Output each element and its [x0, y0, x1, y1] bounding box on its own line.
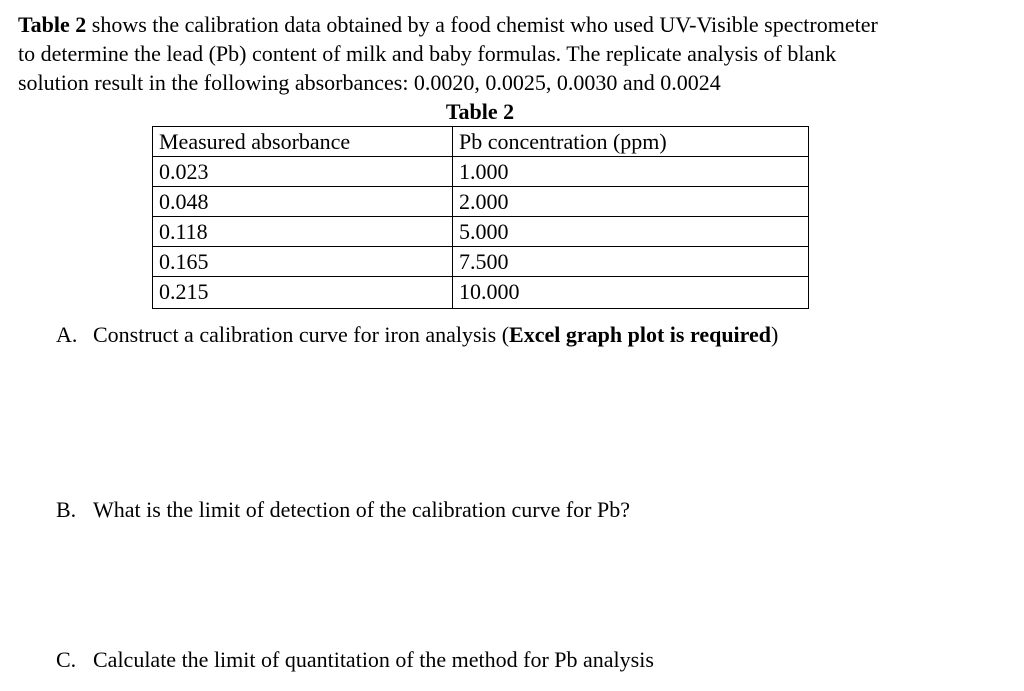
header-pb-concentration: Pb concentration (ppm)	[453, 127, 809, 157]
question-c-text: Calculate the limit of quantitation of the method for Pb analysis	[93, 647, 654, 672]
table-header-row	[153, 127, 809, 157]
table-row	[153, 157, 809, 187]
table-reference: Table 2	[18, 12, 87, 37]
concentration-cell: 1.000	[453, 157, 809, 187]
question-c-label: C.	[56, 647, 77, 672]
concentration-cell: 2.000	[453, 187, 809, 217]
statement-line-1-text: shows the calibration data obtained by a food chemist who used UV-Visible spectrometer	[86, 12, 878, 37]
table-row	[153, 217, 809, 247]
header-measured-absorbance: Measured absorbance	[153, 127, 453, 157]
absorbance-cell: 0.048	[153, 187, 453, 217]
absorbance-cell: 0.118	[153, 217, 453, 247]
question-b-label: B.	[56, 497, 77, 522]
table-title: Table 2	[445, 99, 515, 124]
question-a	[56, 321, 778, 349]
table-row	[153, 187, 809, 217]
question-a-text: Construct a calibration curve for iron analysis (	[93, 322, 510, 347]
calibration-table	[152, 126, 809, 309]
absorbance-cell: 0.215	[153, 277, 453, 309]
statement-line-1	[18, 10, 1018, 39]
statement-line-2: to determine the lead (Pb) content of milk and baby formulas. The replicate analysis of blank	[18, 41, 837, 66]
question-a-end: )	[771, 322, 779, 347]
problem-statement	[18, 10, 1018, 97]
table-row	[153, 247, 809, 277]
table-row	[153, 277, 809, 309]
absorbance-cell: 0.023	[153, 157, 453, 187]
question-a-emphasis: Excel graph plot is required	[509, 322, 772, 347]
question-a-label: A.	[56, 322, 78, 347]
concentration-cell: 10.000	[453, 277, 809, 309]
question-c	[56, 646, 654, 674]
concentration-cell: 5.000	[453, 217, 809, 247]
statement-line-3: solution result in the following absorbances: 0.0020, 0.0025, 0.0030 and 0.0024	[18, 70, 721, 95]
concentration-cell: 7.500	[453, 247, 809, 277]
question-b-text: What is the limit of detection of the calibration curve for Pb?	[93, 497, 630, 522]
absorbance-cell: 0.165	[153, 247, 453, 277]
question-b	[56, 496, 630, 524]
